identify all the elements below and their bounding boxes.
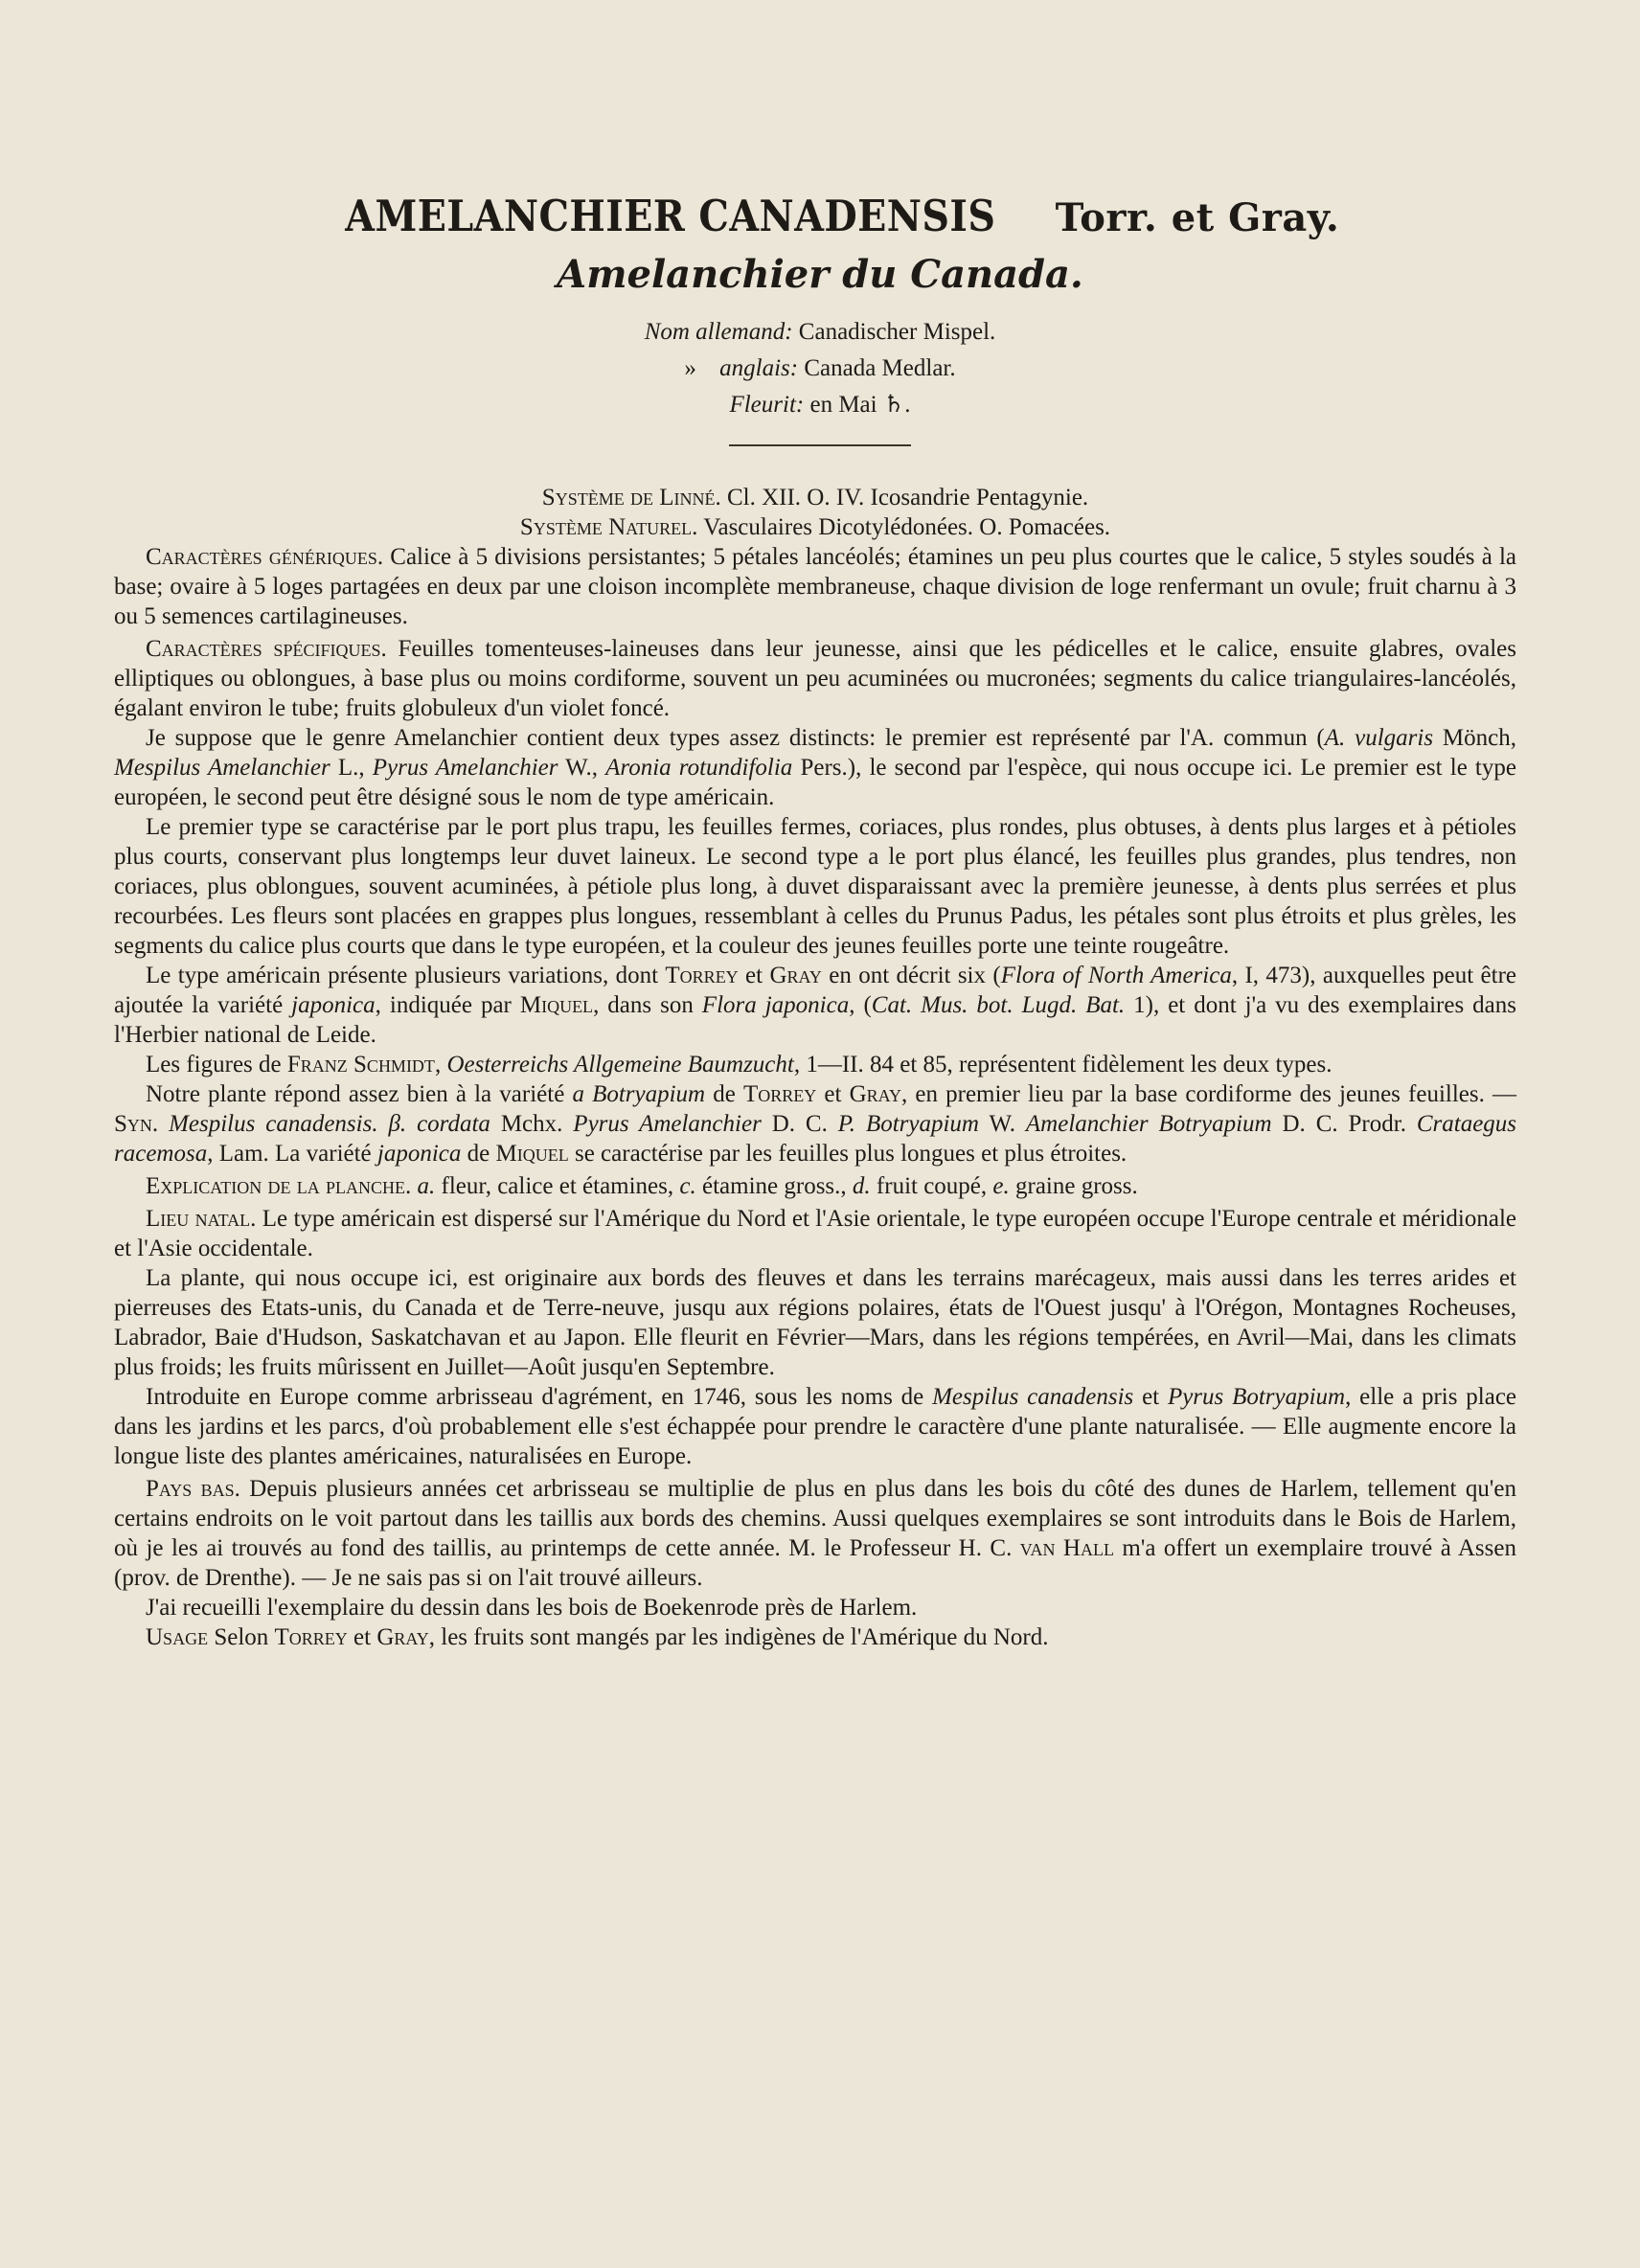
text-run: Gray <box>849 1081 901 1107</box>
text-run: en ont décrit six ( <box>821 963 1001 988</box>
paragraph-figures <box>114 1050 1516 1079</box>
text-run: japonica <box>291 992 376 1018</box>
section-head: Explication de la planche. <box>146 1173 412 1199</box>
divider-rule <box>729 444 911 446</box>
text-run: Miquel <box>519 992 594 1018</box>
text-run: Crataegus racemosa <box>114 1111 1517 1167</box>
text-run: Torrey <box>743 1081 817 1107</box>
title-scientific: AMELANCHIER CANADENSIS <box>344 191 996 241</box>
text-run: Je suppose que le genre Amelanchier contient deux types assez distincts: le premier est représenté par l'A. commun ( <box>146 725 1325 751</box>
text-run: van Hall <box>1019 1535 1114 1561</box>
text-run: Syn. <box>114 1111 159 1137</box>
text-run: Flora japonica <box>701 992 850 1018</box>
text-run: Depuis plusieurs années cet arbrisseau se multiplie de plus en plus dans les bois du côté des dunes de Harlem, tellement qu'en certains endroits on le voit partout dans les taillis aux bords des chemins. Aussi quelques exemplaires se sont introduits dans le Bois de Harlem, où je les ai trouvés au fond des taillis, au printemps de cette année. M. le Professeur H. C. <box>114 1476 1516 1561</box>
text-run: d. <box>852 1173 871 1199</box>
ditto-mark: » <box>684 355 696 381</box>
text-run: , Lam. La variété <box>207 1141 377 1167</box>
text-run: Notre plante répond assez bien à la variété <box>146 1081 573 1107</box>
paragraph-specimen: J'ai recueilli l'exemplaire du dessin dans les bois de Boekenrode près de Harlem. <box>146 1595 918 1621</box>
section-head: Pays bas. <box>146 1476 240 1502</box>
text-run: graine gross. <box>1009 1173 1138 1199</box>
text-run: W., <box>558 755 606 781</box>
text-run: , <box>434 1052 447 1077</box>
name-line-flowering <box>0 387 1640 423</box>
text-run: a Botryapium <box>572 1081 706 1107</box>
body-text <box>114 483 1516 1652</box>
name-label: Fleurit: <box>729 392 805 418</box>
text-run: D. C. Prodr. <box>1271 1111 1417 1137</box>
text-run: Franz Schmidt <box>286 1052 435 1077</box>
text-run: fruit coupé, <box>870 1173 993 1199</box>
text-run: e. <box>992 1173 1010 1199</box>
text-run: Introduite en Europe comme arbrisseau d'agrément, en 1746, sous les noms de <box>146 1384 933 1410</box>
text-run: a. <box>417 1173 436 1199</box>
text-run: P. Botryapium <box>837 1111 979 1137</box>
name-line-english <box>0 351 1640 387</box>
section-head: Caractères spécifiques. <box>146 636 387 662</box>
paragraph-introduction <box>114 1382 1516 1471</box>
text-run: , indiquée par <box>375 992 520 1018</box>
text-run: Gray <box>769 963 822 988</box>
text-run: Pyrus Botryapium <box>1167 1384 1346 1410</box>
common-names <box>0 314 1640 423</box>
text-run: et <box>816 1081 850 1107</box>
text-run: m'a offert un exemplaire trouvé à Assen (prov. de Drenthe). — Je ne sais pas si on l'ait trouvé ailleurs. <box>114 1535 1516 1591</box>
paragraph-usage <box>114 1622 1516 1652</box>
text-run: Oesterreichs Allgemeine Baumzucht <box>446 1052 794 1077</box>
text-run: Miquel <box>495 1141 569 1167</box>
text-run: , ( <box>849 992 872 1018</box>
text-run: étamine gross., <box>695 1173 853 1199</box>
text-run: Le type américain présente plusieurs variations, dont <box>146 963 666 988</box>
title-authority: Torr. et Gray. <box>1055 195 1340 240</box>
name-label: anglais: <box>719 355 799 381</box>
text-run: Mönch, <box>1433 725 1517 751</box>
text-run: Torrey <box>274 1624 348 1650</box>
name-value: Canadischer Mispel. <box>798 319 996 345</box>
section-head: Lieu natal. <box>146 1206 257 1232</box>
text-run: Amelanchier Botryapium <box>1025 1111 1272 1137</box>
text-run: , les fruits sont mangés par les indigènes de l'Amérique du Nord. <box>428 1624 1049 1650</box>
text-run: , en premier lieu par la base cordiforme des jeunes feuilles. — <box>901 1081 1517 1107</box>
text-run: Mespilus Amelanchier <box>114 755 330 781</box>
paragraph-types <box>114 723 1516 812</box>
text-run: et <box>1133 1384 1168 1410</box>
page-title <box>0 190 1640 245</box>
text-run: de <box>705 1081 743 1107</box>
text-run: fleur, calice et étamines, <box>435 1173 680 1199</box>
text-run: Torrey <box>665 963 739 988</box>
text-run: L., <box>330 755 373 781</box>
text-run: , I, 473), auxquelles peut être ajoutée la variété <box>114 963 1517 1018</box>
paragraph-comparison: Le premier type se caractérise par le port plus trapu, les feuilles fermes, coriaces, plus rondes, plus obtuses, à dents plus larges et à pétioles plus courts, conservant plus longtemps leur duvet laineux. Le second type a le port plus élancé, les feuilles plus grandes, plus tendres, non coriaces, plus oblongues, souvent acuminées, à pétiole plus long, à duvet disparaissant avec la première jeunesse, à dents plus serrées et plus recourbées. Les fleurs sont placées en grappes plus longues, ressemblant à celles du Prunus Padus, les pétales sont plus étroits et plus grèles, les segments du calice plus courts que dans le type européen, et la couleur des jeunes feuilles porte une teinte rougeâtre. <box>114 814 1516 959</box>
paragraph-text: Vasculaires Dicotylédonées. O. Pomacées. <box>703 514 1111 540</box>
text-run: se caractérise par les feuilles plus longues et plus étroites. <box>568 1141 1128 1167</box>
text-run: , elle a pris place dans les jardins et les parcs, d'où probablement elle s'est échappée pour prendre le caractère d'une plante naturalisée. — Elle augmente encore la longue liste des plantes américaines, naturalisées en Europe. <box>114 1384 1517 1469</box>
name-value: en Mai ♄. <box>809 392 911 418</box>
text-run: Selon <box>208 1624 275 1650</box>
text-run <box>158 1111 169 1137</box>
paragraph-native-range <box>114 1204 1516 1263</box>
text-run: Aronia rotundifolia <box>605 755 793 781</box>
text-run: japonica <box>376 1141 462 1167</box>
text-run: Gray <box>376 1624 429 1650</box>
text-run: Pyrus Amelanchier <box>573 1111 762 1137</box>
text-run: D. C. <box>761 1111 838 1137</box>
paragraph-plate-explanation <box>114 1171 1516 1201</box>
section-head: Système de Linné. <box>541 485 721 510</box>
paragraph-netherlands <box>114 1474 1516 1593</box>
text-run: , dans son <box>593 992 702 1018</box>
paragraph-habitat: La plante, qui nous occupe ici, est originaire aux bords des fleuves et dans les terrains marécageux, mais aussi dans les terres arides et pierreuses des Etats-unis, du Canada et de Terre-neuve, jusqu aux régions polaires, états de l'Ouest jusqu' à l'Orégon, Montagnes Rocheuses, Labrador, Baie d'Hudson, Saskatchavan et au Japon. Elle fleurit en Février—Mars, dans les régions tempérées, en Avril—Mai, dans les climats plus froids; les fruits mûrissent en Juillet—Août jusqu'en Septembre. <box>114 1265 1516 1380</box>
text-run: Pyrus Amelanchier <box>372 755 558 781</box>
text-run: Mespilus canadensis. β. cordata <box>169 1111 490 1137</box>
text-run: de <box>461 1141 496 1167</box>
text-run: c. <box>679 1173 696 1199</box>
text-run: et <box>738 963 770 988</box>
paragraph-generic <box>114 542 1516 631</box>
paragraph-variations <box>114 961 1516 1050</box>
name-line-german <box>0 314 1640 351</box>
text-run: Cat. Mus. bot. Lugd. Bat. <box>871 992 1126 1018</box>
section-head: Caractères génériques. <box>146 544 384 570</box>
paragraph-linne <box>114 483 1516 512</box>
text-run: W. <box>979 1111 1026 1137</box>
section-head: Usage <box>146 1624 209 1650</box>
name-label: Nom allemand: <box>644 319 793 345</box>
text-run: , 1—II. 84 et 85, représentent fidèlement les deux types. <box>793 1052 1332 1077</box>
name-value: Canada Medlar. <box>804 355 956 381</box>
text-run: 1), et dont j'a vu des exemplaires dans l'Herbier national de Leide. <box>114 992 1517 1048</box>
paragraph-text: Cl. XII. O. IV. Icosandrie Pentagynie. <box>726 485 1089 510</box>
text-run: Les figures de <box>146 1052 287 1077</box>
text-run: Pers.), le second par l'espèce, qui nous occupe ici. Le premier est le type européen, le second peut être désigné sous le nom de type américain. <box>114 755 1516 810</box>
text-run: Flora of North America <box>1000 963 1232 988</box>
text-run: A. vulgaris <box>1324 725 1434 751</box>
paragraph-variety <box>114 1079 1516 1168</box>
paragraph-naturel <box>114 512 1516 542</box>
text-run: Mespilus canadensis <box>932 1384 1134 1410</box>
paragraph-text: Le type américain est dispersé sur l'Amérique du Nord et l'Asie orientale, le type européen occupe l'Europe centrale et méridionale et l'Asie occidentale. <box>114 1206 1517 1261</box>
section-head: Système Naturel. <box>519 514 698 540</box>
paragraph-specific <box>114 634 1516 723</box>
page-subtitle: Amelanchier du Canada. <box>557 252 1083 297</box>
text-run: et <box>347 1624 377 1650</box>
paragraph-text: Calice à 5 divisions persistantes; 5 pétales lancéolés; étamines un peu plus courtes que le calice, 5 styles soudés à la base; ovaire à 5 loges partagées en deux par une cloison incomplète membraneuse, chaque division de loge renfermant un ovule; fruit charnu à 3 ou 5 semences cartilagineuses. <box>114 544 1517 629</box>
paragraph-text: Feuilles tomenteuses-laineuses dans leur jeunesse, ainsi que les pédicelles et le calice, ensuite glabres, ovales elliptiques ou oblongues, à base plus ou moins cordiforme, souvent un peu acuminées ou mucronées; segments du calice triangulaires-lancéolés, égalant environ le tube; fruits globuleux d'un violet foncé. <box>114 636 1516 721</box>
text-run: Mchx. <box>490 1111 574 1137</box>
